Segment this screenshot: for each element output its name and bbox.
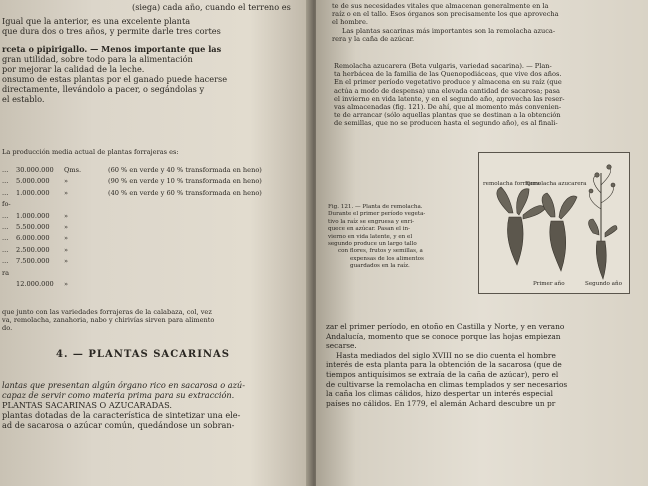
text-line: raíz o en el tallo. Esos órganos son precisamente los que aprovecha bbox=[332, 10, 559, 19]
production-intro: La producción media actual de plantas forrajeras es: bbox=[2, 148, 179, 156]
left-top-text bbox=[2, 2, 291, 104]
production-prefix: ... bbox=[2, 222, 9, 231]
production-note: (90 % en verde y 10 % transformada en heno) bbox=[108, 177, 262, 186]
label-second-year: Segundo año bbox=[585, 281, 622, 287]
text-line: segundo produce un largo tallo bbox=[328, 241, 417, 248]
production-unit: » bbox=[64, 245, 69, 254]
beet-illustration bbox=[479, 153, 629, 293]
production-amount: 12.000.000 bbox=[16, 279, 54, 288]
production-unit: » bbox=[64, 257, 69, 266]
text-line: que junto con las variedades forrajeras de la calabaza, col, vez bbox=[2, 308, 212, 316]
left-closing-text bbox=[2, 308, 214, 333]
beet-figure bbox=[478, 152, 630, 294]
figure-caption bbox=[328, 204, 425, 271]
text-line: Fig. 121. — Planta de remolacha. bbox=[328, 204, 423, 210]
label-fodder-beet: remolacha forrajera bbox=[483, 181, 540, 187]
text-line: quece en azúcar. Pasan el in- bbox=[328, 226, 410, 233]
production-prefix: fo- bbox=[2, 200, 11, 209]
right-paragraph bbox=[334, 62, 564, 128]
text-line: Durante el primer período vegeta- bbox=[328, 211, 426, 218]
text-line: plantas dotadas de la característica de sintetizar una ele- bbox=[2, 410, 241, 420]
text-line: de cultivarse la remolacha en climas templados y ser necesarios bbox=[326, 379, 568, 389]
production-amount: 2.500.000 bbox=[16, 245, 50, 254]
text-line: directamente, llevándolo a pacer, o segándolas y bbox=[2, 84, 205, 94]
text-line: la caña los climas cálidos, hizo despertar un interés especial bbox=[326, 389, 554, 399]
production-prefix: ... bbox=[2, 166, 9, 174]
text-line: el invierno en vida latente, y en el segundo año, aprovecha las reser- bbox=[334, 94, 565, 103]
production-note: (60 % en verde y 40 % transformada en heno) bbox=[108, 166, 262, 174]
text-line: lantas que presentan algún órgano rico en sacarosa o azú- bbox=[2, 380, 245, 390]
text-line: Andalucía, momento que se conoce porque las hojas empiezan bbox=[326, 331, 561, 341]
text-line: (siega) cada año, cuando el terreno es bbox=[132, 2, 291, 12]
production-amount: 1.000.000 bbox=[16, 188, 50, 197]
text-line: va, remolacha, zanahoria, nabo y chirivías sirven para alimento bbox=[2, 316, 215, 325]
text-line: con flores, frutos y semillas, a bbox=[338, 248, 423, 255]
production-amount: 6.000.000 bbox=[16, 234, 50, 243]
text-line: secarse. bbox=[326, 341, 357, 351]
text-line: onsumo de estas plantas por el ganado puede hacerse bbox=[2, 74, 228, 84]
text-line: el establo. bbox=[2, 94, 45, 104]
text-line: te de sus necesidades vitales que almacenan generalmente en la bbox=[332, 2, 549, 10]
text-line: Igual que la anterior, es una excelente planta bbox=[2, 16, 191, 26]
production-unit: » bbox=[64, 222, 69, 231]
production-prefix: ... bbox=[2, 234, 9, 243]
text-line: Las plantas sacarinas más importantes son la remolacha azuca- bbox=[342, 26, 556, 35]
production-unit: Qms. bbox=[64, 166, 82, 174]
label-first-year: Primer año bbox=[533, 281, 565, 287]
text-line: vierno en vida latente, y en el bbox=[328, 233, 413, 240]
text-line: En el primer período vegetativo produce y almacena en su raíz (que bbox=[334, 78, 562, 87]
text-line: Remolacha azucarera (Beta vulgaris, variedad sacarina). — Plan- bbox=[334, 62, 552, 70]
text-line: vas almacenadas (fig. 121). De ahí, que al momento más convenien- bbox=[334, 103, 562, 112]
text-line: te de arrancar (sólo aquellas plantas que se destinan a la obtención bbox=[334, 111, 561, 120]
production-amount: 1.000.000 bbox=[16, 211, 50, 220]
left-page bbox=[0, 0, 312, 486]
production-prefix: ... bbox=[2, 211, 9, 220]
production-unit: » bbox=[64, 279, 69, 288]
text-line: que dura dos o tres años, y permite darle tres cortes bbox=[2, 26, 221, 36]
label-sugar-beet: Remolacha azucarera bbox=[525, 181, 587, 187]
text-line: interés de esta planta para la obtención de la sacarosa (que de bbox=[326, 360, 562, 370]
text-line: de semillas, que no se producen hasta el segundo año), es al finali- bbox=[334, 119, 558, 128]
production-amount: 30.000.000 bbox=[16, 166, 54, 174]
text-line: ad de sacarosa o azúcar común, quedándose un sobran- bbox=[2, 420, 235, 430]
text-line: rera y la caña de azúcar. bbox=[332, 34, 415, 43]
right-top-text bbox=[332, 2, 559, 43]
text-line: actúa a modo de despensa) una elevada cantidad de sacarosa; pasa bbox=[334, 86, 560, 95]
text-line: guardados en la raíz. bbox=[350, 263, 410, 270]
section-heading: 4. — PLANTAS SACARINAS bbox=[56, 349, 231, 360]
right-bottom-text bbox=[326, 322, 567, 408]
production-prefix: ... bbox=[2, 188, 9, 197]
production-note: (40 % en verde y 60 % transformada en heno) bbox=[108, 188, 262, 197]
production-amount: 5.000.000 bbox=[16, 177, 50, 186]
text-line: tivo la raíz se engruesa y enri- bbox=[328, 218, 414, 225]
text-line: do. bbox=[2, 324, 13, 333]
production-amount: 5.500.000 bbox=[16, 222, 50, 231]
production-unit: » bbox=[64, 177, 69, 186]
production-prefix: ... bbox=[2, 177, 9, 186]
text-line: Hasta mediados del siglo XVIII no se dio cuenta el hombre bbox=[336, 350, 556, 360]
text-line: tiempos antiquísimos se extraía de la caña de azúcar), pero el bbox=[326, 369, 559, 379]
text-line: capaz de servir como materia prima para su extracción. bbox=[2, 390, 235, 400]
text-line: por mejorar la calidad de la leche. bbox=[2, 64, 145, 74]
production-unit: » bbox=[64, 188, 69, 197]
text-line: gran utilidad, sobre todo para la alimentación bbox=[2, 54, 193, 64]
left-section-text bbox=[2, 380, 245, 430]
text-line: países no cálidos. En 1779, el alemán Achard descubre un pr bbox=[326, 398, 556, 408]
production-prefix: ... bbox=[2, 245, 9, 254]
production-prefix: ... bbox=[2, 257, 9, 266]
production-unit: » bbox=[64, 211, 69, 220]
text-line: ta herbácea de la familia de las Quenopodiáceas, que vive dos años. bbox=[334, 70, 562, 79]
text-line: expensas de los alimentos bbox=[350, 255, 424, 262]
text-line: rceta o pipirigallo. — Menos importante que las bbox=[2, 44, 222, 54]
production-prefix: ra bbox=[2, 268, 10, 277]
text-line: PLANTAS SACARINAS O AZUCARADAS. bbox=[2, 400, 173, 410]
text-line: el hombre. bbox=[332, 18, 368, 27]
text-line: zar el primer período, en otoño en Castilla y Norte, y en verano bbox=[326, 322, 565, 331]
right-page bbox=[316, 0, 648, 486]
production-unit: » bbox=[64, 234, 69, 243]
production-amount: 7.500.000 bbox=[16, 257, 50, 266]
